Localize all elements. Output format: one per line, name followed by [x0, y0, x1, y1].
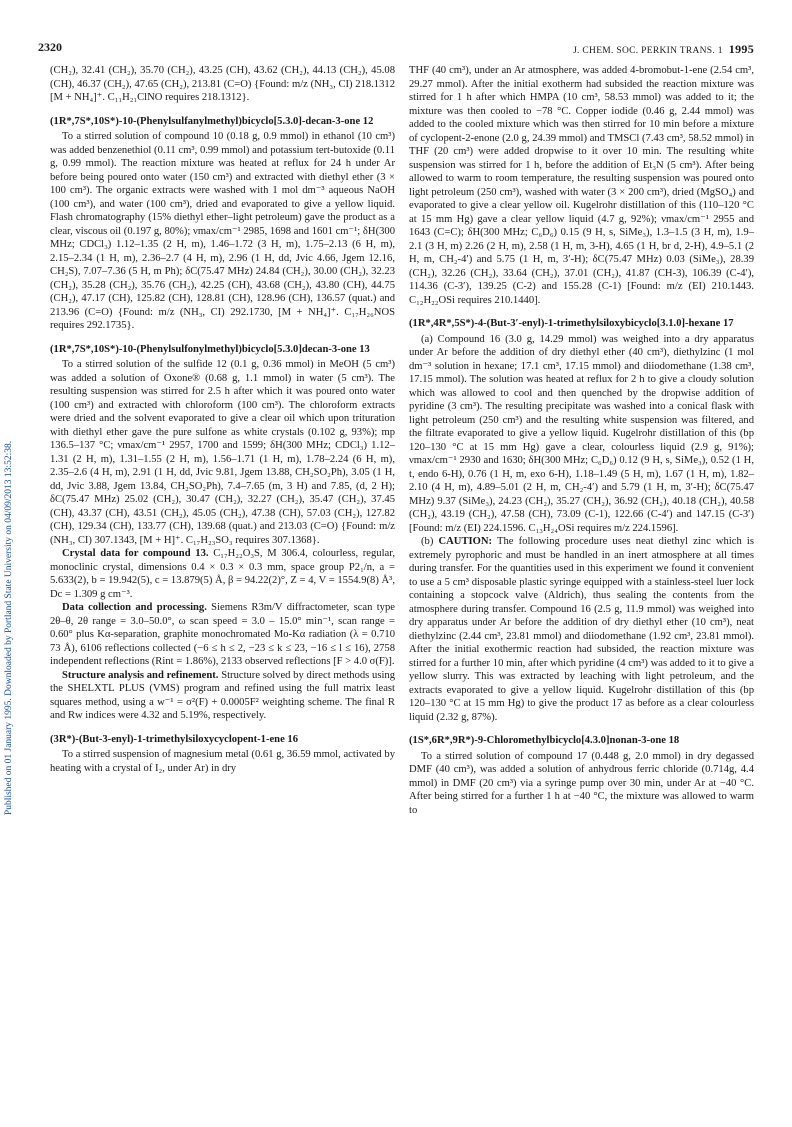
crystal-data-paragraph: [50, 547, 395, 601]
section-heading: (1R*,7S*,10S*)-10-(Phenylsulfonylmethyl)bicyclo[5.3.0]decan-3-one 13: [50, 343, 370, 355]
paragraph: (CH₂), 32.41 (CH₂), 35.70 (CH₂), 43.25 (CH), 43.62 (CH₂), 44.13 (CH₂), 45.08 (CH), 46.37 (CH₂), 47.65 (CH₂), 213.81 (C=O) {Found: m/z (NH₃, CI) 218.1312 [M + NH₄]⁺. C₁₁H₂₁ClNO requires 218.1312}.: [50, 65, 395, 103]
inline-heading: Structure analysis and refinement.: [62, 669, 219, 681]
caution-label: CAUTION:: [438, 536, 493, 547]
section-heading: (1R*,7S*,10S*)-10-(Phenylsulfanylmethyl)bicyclo[5.3.0]-decan-3-one 12: [50, 115, 374, 127]
inline-text: The following procedure uses neat diethyl zinc which is extremely pyrophoric and must be handled in an inert atmosphere at all times during transfer. For the quantities used in this experiment we found it convenient to use a 5 cm³ disposable plastic syringe equipped with a stainless-steel luer lock containing a stopcock valve (Aldrich), thus sealing the contents from the atmosphere during transfer. Compound 16 (2.5 g, 11.9 mmol) was weighed into dry apparatus under Ar before the addition of dry diethyl ether (10 cm³), neat diethylzinc (2.44 cm³, 23.81 mmol) and diiodomethane (1.92 cm³, 23.81 mmol). After the initial exothermic reaction had subsided, the reaction mixture was stirred for a further 10 min, after which pyridine (4 cm³) was added to it to give a yellow slurry. This was extracted by leaching with light petroleum, and the extracts evaporated to give a yellow liquid. Kugelrohr distillation of this (bp 120–130 °C at 15 mm Hg) to give the product 17 as before as a clear colourless liquid (2.32 g, 87%).: [409, 536, 754, 723]
caution-paragraph: [409, 535, 754, 724]
paragraph: To a stirred solution of compound 10 (0.18 g, 0.9 mmol) in ethanol (10 cm³) was added benzenethiol (0.11 cm³, 0.99 mmol) and potassium tert-butoxide (0.11 g, 0.99 mmol). The reaction mixture was heated at reflux for 24 h under Ar before being poured onto water (150 cm³) and extracted with diethyl ether (3 × 100 cm³). The organic extracts were washed with 1 mol dm⁻³ aqueous NaOH (100 cm³), and water (100 cm³), dried and evaporated to give a yellow liquid. Flash chromatography (15% diethyl ether–light petroleum) gave the product as a clear, viscous oil (0.197 g, 80%); νmax/cm⁻¹ 2985, 1698 and 1601 cm⁻¹; δH(300 MHz; CDCl₃) 1.12–1.35 (2 H, m), 1.46–1.72 (3 H, m), 1.75–2.13 (6 H, m), 2.15–2.34 (1 H, m), 2.36–2.7 (4 H, m), 2.96 (1 H, dd, Jvic 4.66, Jgem 12.16, CH₂S), 7.07–7.36 (5 H, m Ph); δC(75.47 MHz) 24.84 (CH₂), 30.00 (CH₂), 32.23 (CH₂), 35.28 (CH₂), 35.76 (CH₂), 42.25 (CH), 43.68 (CH₂), 43.80 (CH), 44.75 (CH₂), 47.17 (CH), 125.82 (CH), 128.81 (CH), 128.96 (CH), 136.57 (quat.) and 213.96 (C=O) {Found: m/z (NH₃, CI) 292.1730, [M + NH₄]⁺. C₁₇H₂₆NOS requires 292.1735}.: [50, 131, 395, 331]
paragraph: To a stirred solution of compound 17 (0.448 g, 2.0 mmol) in dry degassed DMF (40 cm³), was added a solution of anhydrous ferric chloride (0.714g, 4.4 mmol) in DMF (20 cm³) via a syringe pump over 30 min, under Ar at −40 °C. After being stirred for a further 1 h at −40 °C, the mixture was allowed to warm to: [409, 750, 754, 816]
paragraph: (a) Compound 16 (3.0 g, 14.29 mmol) was weighed into a dry apparatus under Ar before the addition of dry diethyl ether (40 cm³), diethylzinc (1 mol dm⁻³ solution in hexane; 17.1 cm³, 17.15 mmol) and diiodomethane (1.38 cm³, 17.15 mmol). The solution was heated at reflux for 2 h to give a cloudy solution which was allowed to cool and then quenched by the dropwise addition of pyridine (3 cm³). The resulting precipitate was washed into a conical flask with light petroleum (250 cm³) and the resulting white suspension was filtered, and the filtrate evaporated to give a yellow liquid. Kugelrohr distillation of this (bp 120–130 °C at 15 mm Hg) gave a clear, colourless liquid (2.9 g, 91%); νmax/cm⁻¹ 2930 and 1630; δH(300 MHz; C₆D₆) 0.12 (9 H, s, SiMe₃), 0.52 (1 H, t, endo 6-H), 0.76 (1 H, m, exo 6-H), 1.18–1.49 (5 H, m), 1.67 (1 H, m), 1.82–2.10 (4 H, m), 4.89–5.01 (2 H, m, CH₂-4′) and 5.79 (1 H, m, 3′-H); δC(75.47 MHz) 9.37 (SiMe₃), 24.23 (CH₂), 35.27 (CH₂), 36.92 (CH₂), 40.18 (CH₂), 40.58 (CH₂), 43.19 (CH₂), 47.58 (CH), 73.09 (C-1), 122.66 (C-4′) and 147.15 (C-3′) [Found: m/z (EI) 224.1596. C₁₃H₂₄OSi requires m/z 224.1596].: [409, 333, 754, 534]
data-collection-paragraph: [50, 601, 395, 669]
step-label: (b): [421, 536, 434, 547]
paragraph: To a stirred solution of the sulfide 12 (0.1 g, 0.36 mmol) in MeOH (5 cm³) was added a solution of Oxone® (0.68 g, 1.1 mmol) in water (5 cm³). The resulting suspension was stirred for 2.5 h after which it was poured onto water (100 cm³) and extracted with chloroform (100 cm³). The chloroform extracts were dried and the solvent evaporated to give a clear oil which upon trituration with diethyl ether gave the pure sulfone as white crystals (0.102 g, 93%); mp 136.5–137 °C; νmax/cm⁻¹ 2957, 1700 and 1599; δH(300 MHz; CDCl₃) 1.12–1.31 (2 H, m), 1.31–1.55 (2 H, m), 1.56–1.71 (1 H, m), 1.78–2.24 (6 H, m), 2.35–2.6 (4 H, m), 2.91 (1 H, dd, Jvic 9.81, Jgem 13.88, CH₂SO₂Ph), 3.05 (1 H, dd, Jvic 3.88, Jgem 13.84, CH₂SO₂Ph), 7.4–7.65 (m, 3 H) and 7.85, (d, 2 H); δC(75.47 MHz) 25.02 (CH₂), 30.47 (CH₂), 32.27 (CH₂), 35.47 (CH₂), 37.45 (CH), 43.37 (CH), 43.51 (CH₂), 45.05 (CH₂), 47.38 (CH), 57.03 (CH₂), 127.82 (CH), 129.34 (CH), 133.77 (CH), 139.68 (quat.) and 213.03 (C=O) {Found: m/z (NH₃, CI) 307.1343, [M + H]⁺. C₁₇H₂₃SO₃ requires 307.1368}.: [50, 359, 395, 546]
inline-heading: Crystal data for compound 13.: [62, 548, 209, 559]
section-heading: (1S*,6R*,9R*)-9-Chloromethylbicyclo[4.3.0]nonan-3-one 18: [409, 735, 680, 746]
inline-heading: Data collection and processing.: [62, 602, 207, 613]
paragraph: To a stirred suspension of magnesium metal (0.61 g, 36.59 mmol, activated by heating with a crystal of I₂, under Ar) in dry: [50, 749, 395, 774]
section-heading: (3R*)-(But-3-enyl)-1-trimethylsiloxycyclopent-1-ene 16: [50, 733, 299, 745]
paragraph: THF (40 cm³), under an Ar atmosphere, was added 4-bromobut-1-ene (2.54 cm³, 29.27 mmol). After the initial exotherm had subsided the reaction mixture was stirred for 1 h after which HMPA (10 cm³, 58.53 mmol) was added to it; the mixture was then cooled to −78 °C. Copper iodide (0.46 g, 2.44 mmol) was added to the cooled mixture which was then stirred for 10 min before a mixture of cyclopent-2-enone (2.0 g, 24.39 mmol) and TMSCl (7.43 cm³, 58.52 mmol) in THF (20 cm³) were added dropwise to it over 10 min. The resulting white suspension was stirred for 1 h, before the addition of Et₃N (5 cm³). After being allowed to warm to room temperature, the resulting suspension was poured onto light petroleum (250 cm³), washed with water (3 × 200 cm³), dried (MgSO₄) and evaporated to give a clear yellow oil. Kugelrohr distillation of this (110–120 °C at 15 mm Hg) gave a clear yellow liquid (4.7 g, 92%); νmax/cm⁻¹ 2955 and 1643 (C=C); δH(300 MHz; C₆D₆) 0.15 (9 H, s, SiMe₃), 1.3–1.5 (3 H, m), 1.9–2.1 (3 H, m) 2.26 (2 H, m), 2.58 (1 H, m, 3-H), 4.65 (1 H, br d, 2-H), 4.9–5.1 (2 H, m, CH₂-4′) and 5.75 (1 H, m, 3′-H); δC(75.47 MHz) 0.03 (SiMe₃), 28.39 (CH₂), 32.26 (CH₂), 33.64 (CH₂), 37.01 (CH₂), 41.87 (CH-3), 106.39 (C-4′), 114.36 (C-3′), 139.25 (C-2) and 155.28 (C-1) [Found: m/z (EI) 210.1443. C₁₂H₂₂OSi requires 210.1440].: [409, 65, 754, 306]
left-column: [50, 64, 395, 775]
running-head: [573, 42, 754, 57]
publication-sidebar-link[interactable]: Published on 01 January 1995. Downloaded by Portland State University on 04/09/2013 13:52:38.: [4, 440, 14, 816]
publication-sidebar: [1, 248, 17, 1008]
journal-name: J. CHEM. SOC. PERKIN TRANS. 1: [573, 46, 723, 56]
inline-text: Siemens R3m/V diffractometer, scan type 2θ–θ, 2θ range = 3.0–50.0°, ω scan speed = 3.0 – 15.0° min⁻¹, scan range = 0.60° plus Kα-separation, graphite monochromated Mo-Kα radiation (λ = 0.710 73 Å), 6106 reflections collected (−6 ≤ h ≤ 2, −23 ≤ k ≤ 23, −16 ≤ l ≤ 16), 2758 independent reflections (Rint = 1.86%), 2133 observed reflections [F > 4.0 σ(F)].: [50, 602, 395, 667]
journal-year: 1995: [728, 42, 754, 56]
inline-text: C₁₇H₂₂O₃S, M 306.4, colourless, regular, monoclinic crystal, dimensions 0.4 × 0.3 × 0.3 mm, space group P2₁/n, a = 5.633(2), b = 19.942(5), c = 13.879(5) Å, β = 94.22(2)°, Z = 4, V = 1554.9(8) Å³, Dc = 1.309 g cm⁻³.: [50, 548, 395, 600]
inline-text: Structure solved by direct methods using the SHELXTL PLUS (VMS) program and refined using the full matrix least squares method, using a w⁻¹ = σ²(F) + 0.0005F² weighting scheme. The final R and Rw indices were 4.32 and 5.19%, respectively.: [50, 669, 395, 721]
section-heading: (1R*,4R*,5S*)-4-(But-3′-enyl)-1-trimethylsiloxybicyclo[3.1.0]-hexane 17: [409, 318, 734, 329]
right-column: [409, 64, 754, 817]
structure-paragraph: [50, 669, 395, 723]
page-number: 2320: [38, 40, 62, 54]
